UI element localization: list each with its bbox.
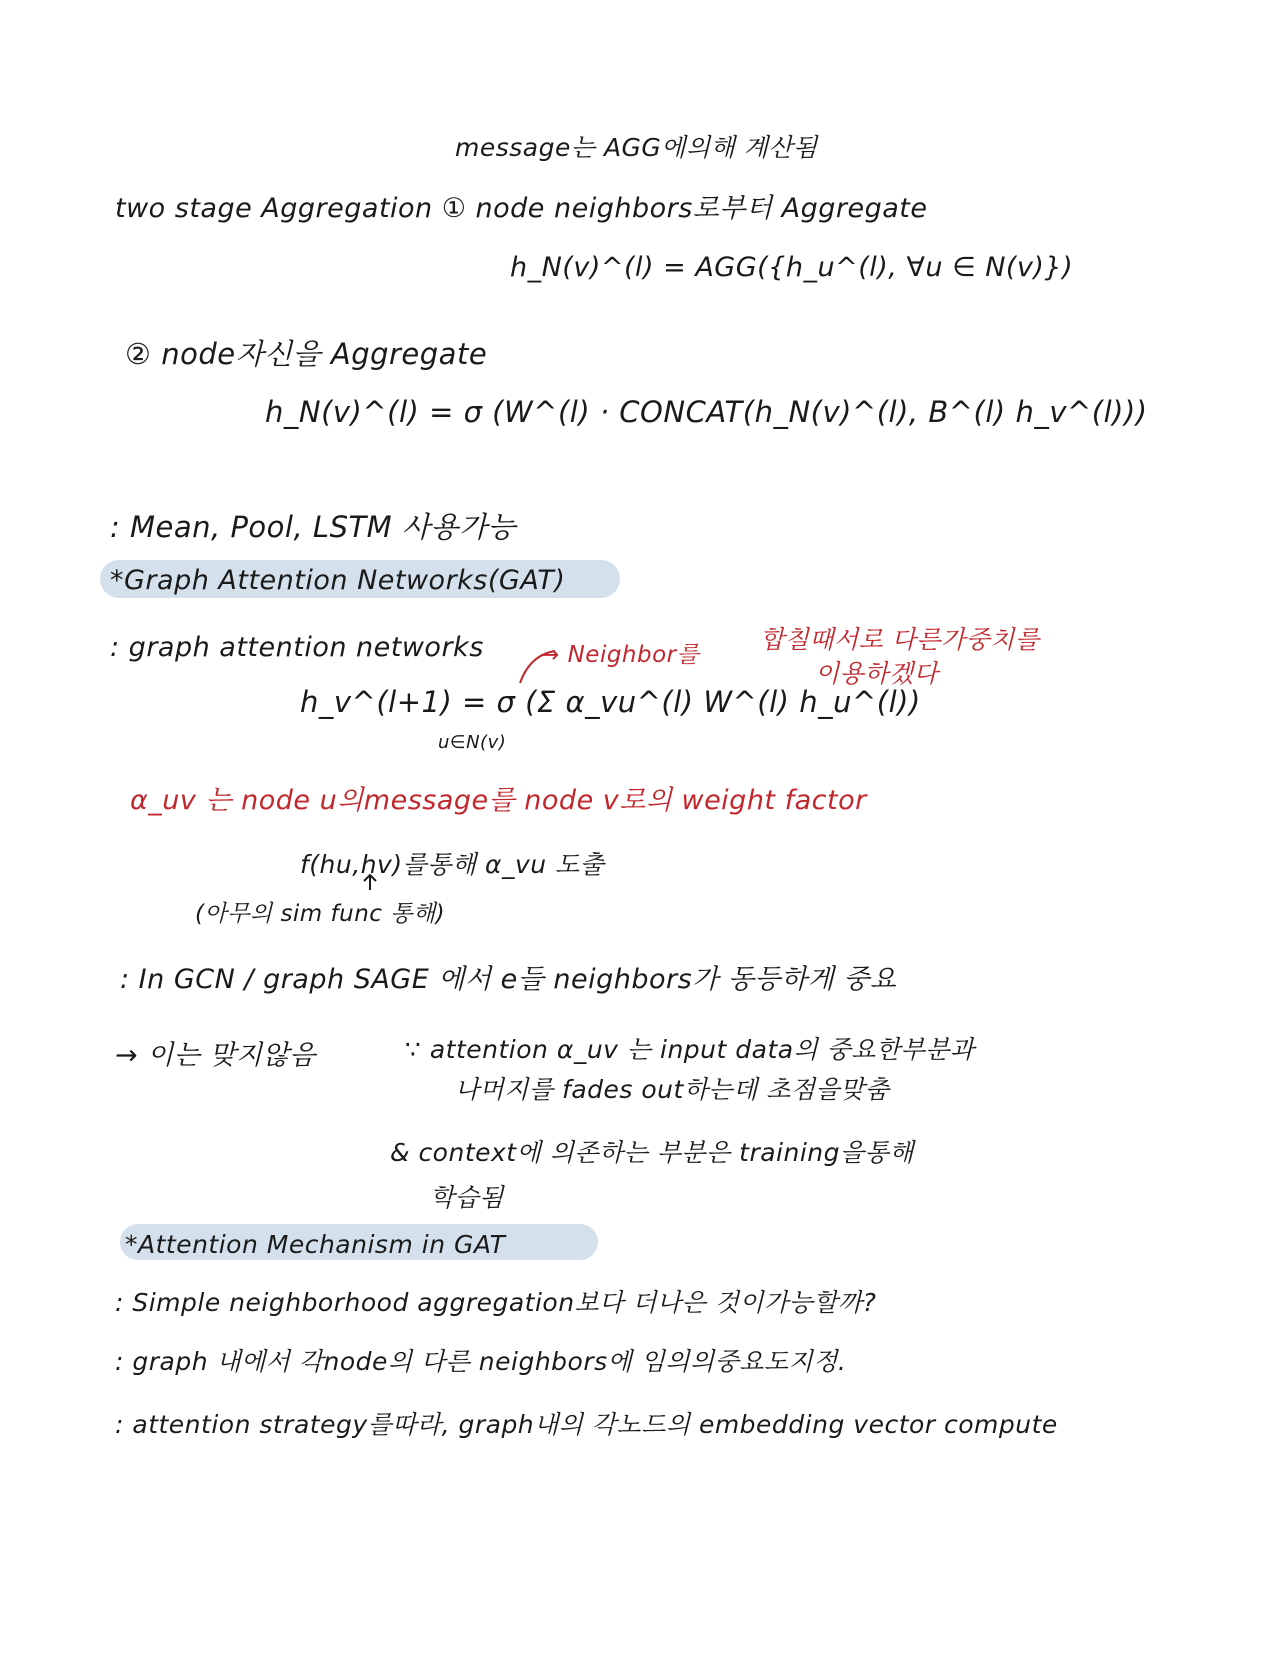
- learned-line: 학습됨: [430, 1183, 504, 1212]
- alpha-weight-factor-line: α_uv 는 node u의message를 node v로의 weight factor: [130, 785, 867, 816]
- different-weights-note: 합칠때서로 다른가중치를: [760, 625, 1040, 654]
- gcn-graphsage-line: : In GCN / graph SAGE 에서 e들 neighbors가 동등하게 중요: [120, 964, 897, 995]
- gat-formula-sum-subscript: u∈N(v): [438, 732, 507, 753]
- attention-because-line: ∵ attention α_uv 는 input data의 중요한부분과: [405, 1035, 975, 1064]
- attention-mechanism-heading: *Attention Mechanism in GAT: [125, 1230, 506, 1259]
- node-self-aggregate-line: ② node자신을 Aggregate: [125, 337, 488, 371]
- mean-pool-lstm-line: : Mean, Pool, LSTM 사용가능: [110, 510, 516, 544]
- attention-strategy-line: : attention strategy를따라, graph내의 각노드의 embedding vector compute: [115, 1410, 1058, 1439]
- simple-aggregation-line: : Simple neighborhood aggregation보다 더나은 것이가능할까?: [115, 1288, 877, 1317]
- neighbor-note: → Neighbor를: [540, 642, 700, 668]
- two-stage-aggregation-line: two stage Aggregation ① node neighbors로부터 Aggregate: [115, 193, 928, 224]
- message-computed-line: message는 AGG에의해 계산됨: [455, 133, 818, 162]
- gat-heading: *Graph Attention Networks(GAT): [110, 565, 566, 596]
- context-line: & context에 의존하는 부분은 training을통해: [390, 1138, 914, 1167]
- gat-formula: h_v^(l+1) = σ (Σ α_vu^(l) W^(l) h_u^(l)): [300, 685, 921, 719]
- sim-func-line: (아무의 sim func 통해): [195, 901, 446, 927]
- graph-neighbors-line: : graph 내에서 각node의 다른 neighbors에 임의의중요도지정.: [115, 1347, 847, 1376]
- up-arrow-icon: [360, 872, 380, 892]
- graph-attention-networks-line: : graph attention networks: [110, 632, 484, 663]
- fades-out-line: 나머지를 fades out하는데 초점을맞춤: [455, 1075, 890, 1104]
- curved-arrow-icon: [515, 645, 575, 685]
- f-hu-hv-line: f(hu,hv)를통해 α_vu 도출: [300, 850, 605, 879]
- agg-formula-1: h_N(v)^(l) = AGG({h_u^(l), ∀u ∈ N(v)}): [510, 252, 1074, 283]
- not-correct-line: → 이는 맞지않음: [115, 1040, 316, 1071]
- different-weights-note-2: 이용하겠다: [815, 659, 939, 688]
- concat-formula: h_N(v)^(l) = σ (W^(l) · CONCAT(h_N(v)^(l), B^(l) h_v^(l))): [265, 395, 1148, 429]
